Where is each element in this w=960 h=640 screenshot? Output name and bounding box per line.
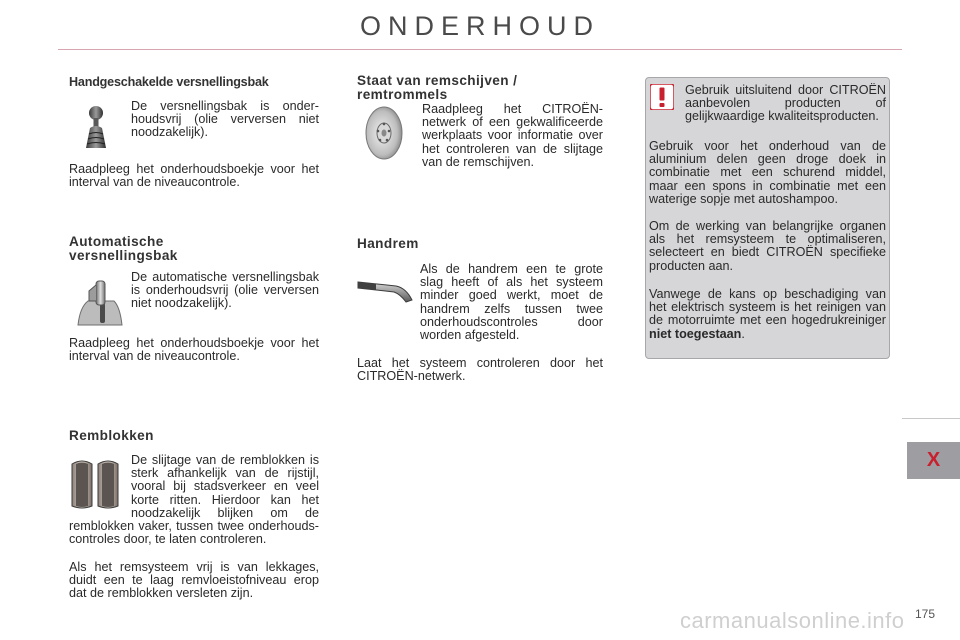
manual-gear-lever-icon bbox=[78, 104, 114, 150]
warning-paragraph-4 bbox=[649, 288, 886, 341]
brake-discs-heading bbox=[357, 74, 607, 102]
brake-pads-intro bbox=[69, 454, 319, 546]
watermark: carmanualsonline.info bbox=[680, 608, 905, 633]
handbrake-intro: Als de handrem een te grote slag heeft of als het systeem minder goed werkt, moet de handrem zelfs tussen twee onderhoudscontroles door worden afgesteld. bbox=[420, 262, 603, 343]
manual-gearbox-intro: De versnellingsbak is onderhoudsvrij (olie verversen niet noodzakelijk). bbox=[131, 99, 319, 140]
page-number: 175 bbox=[915, 607, 936, 621]
automatic-gearbox-intro: De automatische versnellingsbak is onderhoudsvrij (olie verversen niet noodzakelijk). bbox=[131, 270, 319, 311]
brake-discs-intro: Raadpleeg het CITROËN-netwerk of een gekwalificeerde werkplaats voor informatie over het controleren van de slijtage van de remschijven. bbox=[422, 102, 603, 169]
warning-icon-wrap-spacer bbox=[649, 84, 685, 111]
brake-discs-heading-line1: Staat van remschijven / bbox=[357, 73, 518, 88]
warning-paragraph-4-bold: niet toegestaan bbox=[649, 326, 742, 341]
title-divider bbox=[58, 49, 902, 50]
automatic-gearbox-heading-line2: versnellingsbak bbox=[69, 248, 178, 263]
warning-paragraph-2: Gebruik voor het onderhoud van de aluminium delen geen droge doek in combinatie met een schurend middel, maar een spons in combinatie met een waterige sopje met autoshampoo. bbox=[649, 139, 886, 206]
tab-divider bbox=[902, 418, 960, 419]
warning-paragraph-1 bbox=[649, 84, 886, 124]
warning-paragraph-1-text: Gebruik uitsluitend door CITROËN aanbevolen producten of gelijkwaardige kwaliteitsproducten. bbox=[685, 83, 886, 124]
brake-pads-heading: Remblokken bbox=[69, 428, 154, 443]
brake-pads-text-wrap-spacer bbox=[69, 454, 131, 520]
warning-paragraph-3: Om de werking van belangrijke organen als het remsysteem te optimaliseren, selecteert en biedt CITROËN specifieke producten aan. bbox=[649, 219, 886, 273]
manual-gearbox-body: Raadpleeg het onderhoudsboekje voor het interval van de niveaucontrole. bbox=[69, 162, 319, 190]
handbrake-lever-icon bbox=[356, 270, 414, 306]
brake-disc-icon bbox=[362, 104, 408, 162]
automatic-gearbox-heading bbox=[69, 235, 319, 263]
warning-paragraph-4-suffix: . bbox=[741, 326, 745, 341]
handbrake-body: Laat het systeem controleren door het CITROËN-netwerk. bbox=[357, 356, 603, 384]
handbrake-heading: Handrem bbox=[357, 236, 419, 251]
page-title: ONDERHOUD bbox=[359, 11, 600, 41]
automatic-gear-selector-icon bbox=[74, 277, 124, 329]
brake-pads-intro-text: De slijtage van de remblokken is sterk afhankelijk van de rijstijl, vooral bij stadsverkeer en veel korte ritten. Hierdoor kan het noodzakelijk blijken om de remblokken vaker, tussen twee onderhoudscontroles door, te laten controleren. bbox=[69, 453, 319, 547]
automatic-gearbox-heading-line1: Automatische bbox=[69, 234, 164, 249]
brake-pads-body: Als het remsysteem vrij is van lekkages, duidt een te laag remvloeistofniveau erop dat de remblokken versleten zijn. bbox=[69, 560, 319, 601]
section-tab-x[interactable]: X bbox=[907, 442, 960, 479]
automatic-gearbox-body: Raadpleeg het onderhoudsboekje voor het interval van de niveaucontrole. bbox=[69, 336, 319, 364]
warning-paragraph-4-prefix: Vanwege de kans op beschadiging van het elektrisch systeem is het reinigen van de motorruimte met een hogedrukreiniger bbox=[649, 287, 886, 328]
manual-gearbox-heading: Handgeschakelde versnellingsbak bbox=[69, 75, 269, 89]
brake-discs-heading-line2: remtrommels bbox=[357, 87, 448, 102]
